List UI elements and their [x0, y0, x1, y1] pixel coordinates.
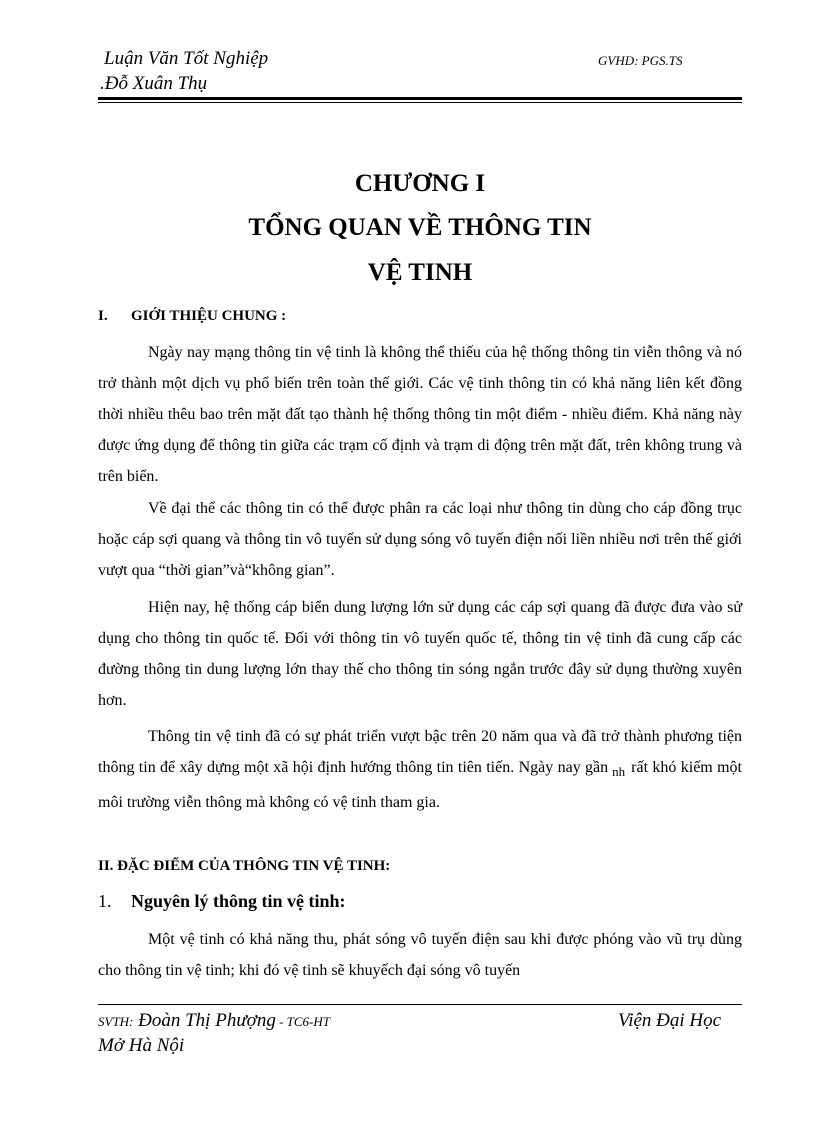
header-divider-thick: [98, 97, 742, 100]
section1-title: GIỚI THIỆU CHUNG :: [131, 308, 287, 324]
footer-svth-label: SVTH:: [98, 1014, 134, 1029]
subsection-1-heading: [98, 891, 346, 912]
footer-class: - TC6-HT: [275, 1014, 331, 1029]
footer-author: [98, 1010, 330, 1032]
header-advisor-label: GVHD: PGS.TS: [598, 53, 683, 68]
footer-divider: [98, 1004, 742, 1005]
chapter-title-line2: VỆ TINH: [367, 259, 473, 286]
paragraph-3: Hiện nay, hệ thống cáp biển dung lượng lớn sử dụng các cáp sợi quang đã được đưa vào sử dụng cho thông tin quốc tế. Đối với thông tin vô tuyến quốc tế, thông tin vệ tinh đã cung cấp các đường thông tin dung lượng lớn thay thế cho thông tin sóng ngắn trước đây sử dụng thường xuyên hơn.: [98, 599, 742, 709]
footer-institute: Viện Đại Học: [618, 1010, 722, 1031]
subsection-1-number: 1.: [98, 891, 112, 911]
section2-heading: II. ĐẶC ĐIỂM CỦA THÔNG TIN VỆ TINH:: [98, 858, 391, 874]
header-thesis-title: Luận Văn Tốt Nghiệp: [104, 48, 269, 69]
paragraph-1: Ngày nay mạng thông tin vệ tinh là không thể thiếu của hệ thống thông tin viễn thông và nó trở thành một dịch vụ phổ biến trên toàn thế giới. Các vệ tinh thông tin có khả năng liên kết đồng thời nhiều thêu bao trên mặt đất tạo thành hệ thống thông tin một điểm - nhiều điểm. Khả năng này được ứng dụng để thông tin giữa các trạm cố định và trạm di động trên mặt đất, trên không trung và trên biển.: [98, 344, 742, 485]
paragraph-2: Về đại thể các thông tin có thể được phân ra các loại như thông tin dùng cho cáp đồng trục hoặc cáp sợi quang và thông tin vô tuyến sử dụng sóng vô tuyến điện nối liền nhiều nơi trên thế giới vượt qua “thời gian”và“không gian”.: [98, 500, 742, 579]
footer-author-name: Đoàn Thị Phượng: [138, 1010, 276, 1031]
paragraph-5: Một vệ tinh có khả năng thu, phát sóng vô tuyến điện sau khi được phóng vào vũ trụ dùng cho thông tin vệ tinh; khi đó vệ tinh sẽ khuyếch đại sóng vô tuyến: [98, 931, 742, 979]
paragraph-4-part2: rất khó kiếm một môi trường viễn thông mà không có vệ tinh tham gia.: [98, 759, 742, 811]
header-advisor-name: .Đỗ Xuân Thụ: [100, 73, 208, 94]
chapter-title-line1: TỔNG QUAN VỀ THÔNG TIN: [248, 214, 592, 241]
paragraph-4-fragment: nh: [612, 764, 626, 779]
section1-heading: [98, 308, 286, 325]
paragraph-4-part1: Thông tin vệ tinh đã có sự phát triển vượt bậc trên 20 năm qua và đã trở thành phương tiện thông tin để xây dựng một xã hội định hướng thông tin tiên tiến. Ngày nay gần: [98, 728, 742, 776]
subsection-1-title: Nguyên lý thông tin vệ tinh:: [131, 891, 346, 911]
paragraph-4: [98, 721, 742, 818]
chapter-label: CHƯƠNG I: [354, 170, 486, 197]
header-divider-thin: [98, 102, 742, 103]
section1-number: I.: [98, 308, 108, 324]
footer-institute-line2: Mở Hà Nội: [98, 1035, 185, 1056]
